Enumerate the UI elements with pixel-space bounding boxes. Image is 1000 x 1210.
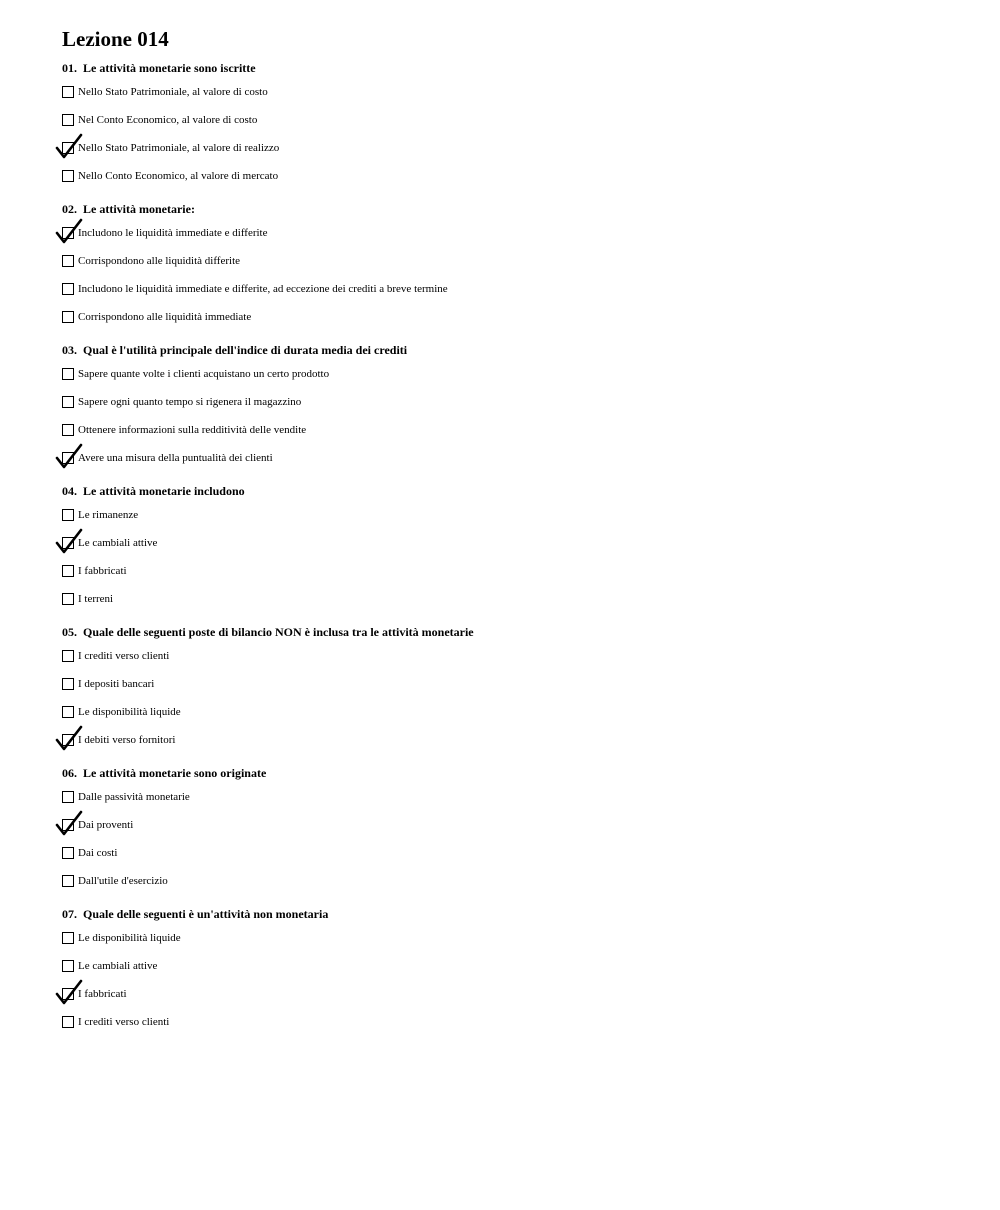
answer-option[interactable] bbox=[62, 783, 962, 811]
answer-checkbox[interactable] bbox=[62, 960, 74, 972]
answer-checkbox[interactable] bbox=[62, 791, 74, 803]
question-block bbox=[62, 60, 962, 190]
question-heading bbox=[62, 201, 962, 217]
question-heading bbox=[62, 342, 962, 358]
answer-checkbox[interactable] bbox=[62, 932, 74, 944]
answer-checkbox[interactable] bbox=[62, 396, 74, 408]
answer-checkbox[interactable] bbox=[62, 678, 74, 690]
answer-option[interactable] bbox=[62, 162, 962, 190]
question-block bbox=[62, 765, 962, 895]
answer-option[interactable] bbox=[62, 78, 962, 106]
answer-checkbox[interactable] bbox=[62, 170, 74, 182]
page-title: Lezione 014 bbox=[62, 27, 169, 51]
question-number: 03. bbox=[62, 343, 77, 357]
answer-checkbox[interactable] bbox=[62, 734, 74, 746]
question-block bbox=[62, 906, 962, 1036]
answer-option[interactable] bbox=[62, 642, 962, 670]
answer-label: Includono le liquidità immediate e differite, ad eccezione dei crediti a breve termine bbox=[78, 283, 448, 295]
answer-checkbox[interactable] bbox=[62, 847, 74, 859]
answer-checkbox[interactable] bbox=[62, 650, 74, 662]
answer-label: I debiti verso fornitori bbox=[78, 734, 176, 746]
answer-option[interactable] bbox=[62, 360, 962, 388]
answer-option[interactable] bbox=[62, 670, 962, 698]
answer-option[interactable] bbox=[62, 303, 962, 331]
answer-option[interactable] bbox=[62, 247, 962, 275]
answer-option[interactable] bbox=[62, 444, 962, 472]
answer-label: Nel Conto Economico, al valore di costo bbox=[78, 114, 258, 126]
answer-label: Nello Stato Patrimoniale, al valore di costo bbox=[78, 86, 268, 98]
answer-label: Corrispondono alle liquidità differite bbox=[78, 255, 241, 267]
answer-label: Corrispondono alle liquidità immediate bbox=[78, 311, 252, 323]
answer-checkbox[interactable] bbox=[62, 509, 74, 521]
question-heading bbox=[62, 765, 962, 781]
question-text: Quale delle seguenti è un'attività non monetaria bbox=[83, 907, 329, 921]
question-text: Le attività monetarie sono iscritte bbox=[83, 61, 256, 75]
answer-label: I depositi bancari bbox=[78, 678, 155, 690]
answer-label: Le rimanenze bbox=[78, 509, 139, 521]
answer-checkbox[interactable] bbox=[62, 227, 74, 239]
answer-label: Ottenere informazioni sulla redditività delle vendite bbox=[78, 424, 307, 436]
answer-label: Nello Conto Economico, al valore di mercato bbox=[78, 170, 279, 182]
answer-checkbox[interactable] bbox=[62, 86, 74, 98]
answer-label: Nello Stato Patrimoniale, al valore di realizzo bbox=[78, 142, 280, 154]
answer-label: I fabbricati bbox=[78, 565, 127, 577]
answer-option[interactable] bbox=[62, 388, 962, 416]
answer-label: Le disponibilità liquide bbox=[78, 932, 181, 944]
answer-option[interactable] bbox=[62, 275, 962, 303]
quiz-page bbox=[62, 26, 962, 1047]
answer-label: Sapere quante volte i clienti acquistano un certo prodotto bbox=[78, 368, 330, 380]
question-heading bbox=[62, 624, 962, 640]
answer-checkbox[interactable] bbox=[62, 452, 74, 464]
answer-option[interactable] bbox=[62, 867, 962, 895]
answer-label: Avere una misura della puntualità dei clienti bbox=[78, 452, 273, 464]
answer-checkbox[interactable] bbox=[62, 819, 74, 831]
answer-label: Dai costi bbox=[78, 847, 118, 859]
question-number: 04. bbox=[62, 484, 77, 498]
question-text: Quale delle seguenti poste di bilancio NON è inclusa tra le attività monetarie bbox=[83, 625, 474, 639]
answer-checkbox[interactable] bbox=[62, 368, 74, 380]
answer-option[interactable] bbox=[62, 811, 962, 839]
answer-option[interactable] bbox=[62, 557, 962, 585]
answer-checkbox[interactable] bbox=[62, 565, 74, 577]
question-text: Le attività monetarie includono bbox=[83, 484, 245, 498]
answer-label: I fabbricati bbox=[78, 988, 127, 1000]
answer-label: I terreni bbox=[78, 593, 114, 605]
question-list bbox=[62, 60, 962, 1036]
answer-option[interactable] bbox=[62, 219, 962, 247]
question-text: Qual è l'utilità principale dell'indice di durata media dei crediti bbox=[83, 343, 408, 357]
question-heading bbox=[62, 483, 962, 499]
answer-option[interactable] bbox=[62, 1008, 962, 1036]
question-number: 01. bbox=[62, 61, 77, 75]
answer-label: Le disponibilità liquide bbox=[78, 706, 181, 718]
answer-option[interactable] bbox=[62, 726, 962, 754]
answer-label: Le cambiali attive bbox=[78, 960, 158, 972]
answer-option[interactable] bbox=[62, 106, 962, 134]
answer-option[interactable] bbox=[62, 698, 962, 726]
question-number: 02. bbox=[62, 202, 77, 216]
answer-checkbox[interactable] bbox=[62, 114, 74, 126]
answer-checkbox[interactable] bbox=[62, 706, 74, 718]
answer-label: Includono le liquidità immediate e differite bbox=[78, 227, 268, 239]
answer-checkbox[interactable] bbox=[62, 311, 74, 323]
answer-option[interactable] bbox=[62, 501, 962, 529]
answer-option[interactable] bbox=[62, 839, 962, 867]
answer-label: Dalle passività monetarie bbox=[78, 791, 190, 803]
question-block bbox=[62, 483, 962, 613]
answer-option[interactable] bbox=[62, 529, 962, 557]
question-block bbox=[62, 624, 962, 754]
question-number: 05. bbox=[62, 625, 77, 639]
answer-option[interactable] bbox=[62, 585, 962, 613]
answer-checkbox[interactable] bbox=[62, 424, 74, 436]
answer-checkbox[interactable] bbox=[62, 1016, 74, 1028]
answer-label: Dall'utile d'esercizio bbox=[78, 875, 168, 887]
question-text: Le attività monetarie: bbox=[83, 202, 195, 216]
question-block bbox=[62, 201, 962, 331]
question-heading bbox=[62, 60, 962, 76]
answer-checkbox[interactable] bbox=[62, 283, 74, 295]
answer-checkbox[interactable] bbox=[62, 142, 74, 154]
answer-label: Dai proventi bbox=[78, 819, 134, 831]
answer-checkbox[interactable] bbox=[62, 255, 74, 267]
answer-option[interactable] bbox=[62, 980, 962, 1008]
answer-checkbox[interactable] bbox=[62, 593, 74, 605]
question-block bbox=[62, 342, 962, 472]
question-number: 06. bbox=[62, 766, 77, 780]
question-heading bbox=[62, 906, 962, 922]
answer-label: I crediti verso clienti bbox=[78, 650, 170, 662]
answer-option[interactable] bbox=[62, 952, 962, 980]
answer-label: Le cambiali attive bbox=[78, 537, 158, 549]
answer-checkbox[interactable] bbox=[62, 988, 74, 1000]
answer-option[interactable] bbox=[62, 416, 962, 444]
answer-label: I crediti verso clienti bbox=[78, 1016, 170, 1028]
answer-option[interactable] bbox=[62, 134, 962, 162]
question-text: Le attività monetarie sono originate bbox=[83, 766, 267, 780]
answer-checkbox[interactable] bbox=[62, 537, 74, 549]
answer-option[interactable] bbox=[62, 924, 962, 952]
question-number: 07. bbox=[62, 907, 77, 921]
answer-checkbox[interactable] bbox=[62, 875, 74, 887]
answer-label: Sapere ogni quanto tempo si rigenera il magazzino bbox=[78, 396, 302, 408]
